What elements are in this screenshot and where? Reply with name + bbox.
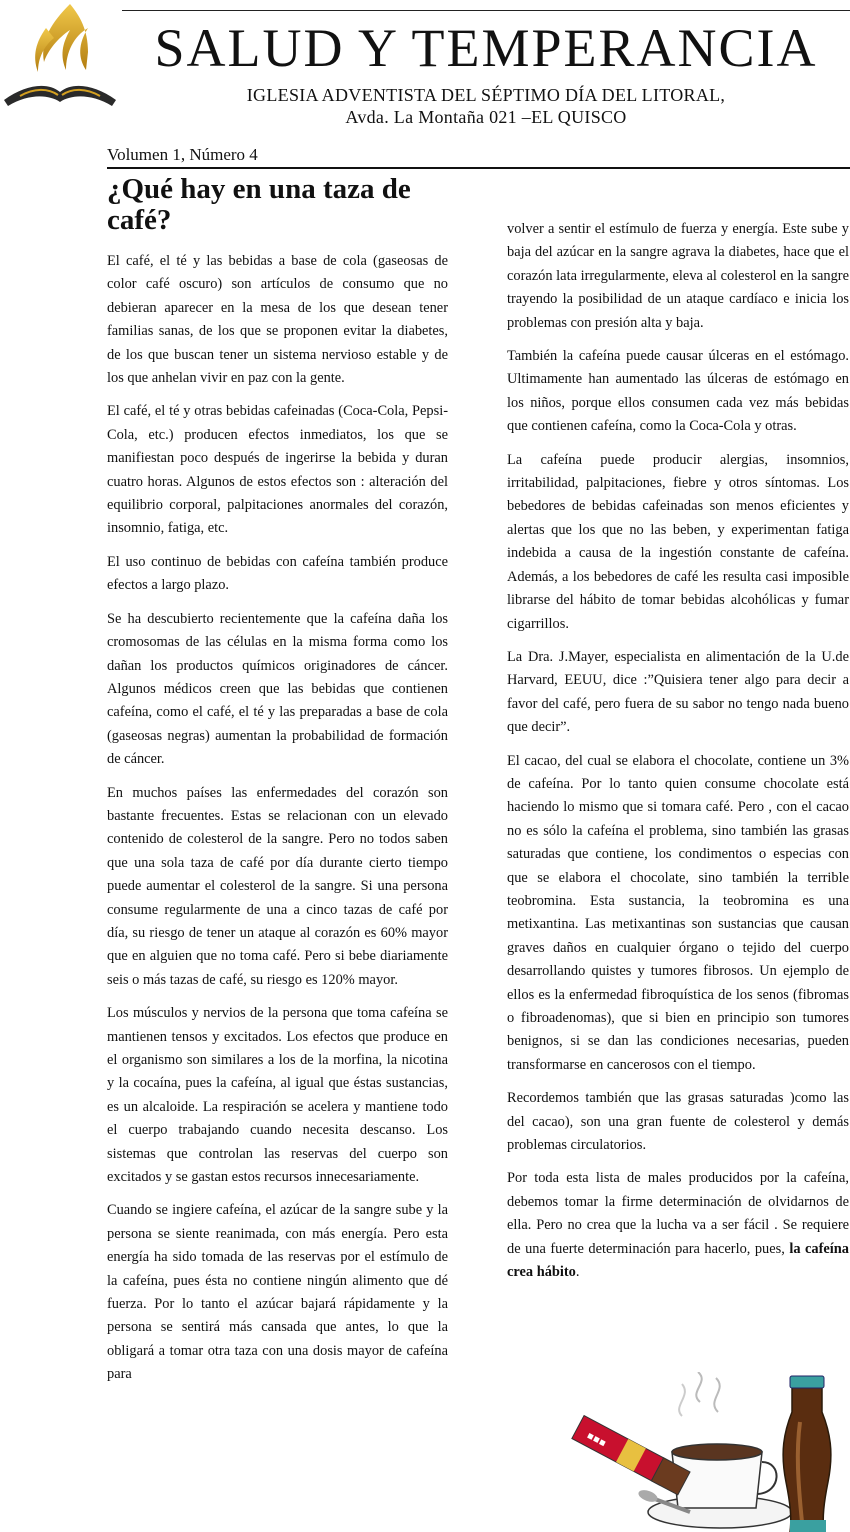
closing-bold-text: la cafeína crea hábito bbox=[507, 1240, 849, 1281]
volume-rule bbox=[107, 167, 850, 169]
article-paragraph: El cacao, del cual se elabora el chocolate, contiene un 3% de cafeína. Por lo tanto quien consume chocolate está haciendo lo mismo que si tomara café. Pero , con el cacao no es sólo la cafeína el problema, sino también las grasas saturadas que contiene, los condimentos o especias con que se elabora el chocolate, sino también la terrible teobromina. Esta sustancia, la teobromina es una metixantina. Las metixantinas son sustancias que causan graves daños en cualquier órgano o tejido del cuerpo desarrollando quistes y tumores fibrosos. Un ejemplo de ellos es la enfermedad fibroquística de los senos (fibromas o fibroadenomas), que si bien en principio son tumores benignos, si se dan las condiciones necesarias, pueden transformarse en cancerosos con el tiempo. bbox=[507, 752, 849, 1073]
issue-volume: Volumen 1, Número 4 bbox=[107, 145, 258, 164]
closing-end: . bbox=[575, 1264, 580, 1281]
masthead-subtitle bbox=[122, 84, 850, 128]
church-logo-icon bbox=[0, 0, 118, 112]
article-paragraph: Recordemos también que las grasas saturadas )como las del cacao), son una gran fuente de colesterol y demás problemas circulatorios. bbox=[507, 1090, 849, 1154]
article-paragraph: Se ha descubierto recientemente que la cafeína daña los cromosomas de las células en la misma forma como los dañan los productos químicos originadores de cáncer. Algunos médicos creen que las bebidas que contienen cafeína, como el café, el té y las preparadas a base de cola (gaseosas negras) aumentan la probabilidad de formación de cáncer. bbox=[107, 610, 448, 768]
masthead-top-rule bbox=[122, 10, 850, 11]
coffee-chocolate-cola-illustration bbox=[560, 1372, 850, 1532]
masthead-subtitle-line1: IGLESIA ADVENTISTA DEL SÉPTIMO DÍA DEL LITORAL, bbox=[246, 85, 726, 105]
svg-text:▪▪▪: ▪▪▪ bbox=[584, 1430, 608, 1450]
article-paragraph: La cafeína puede producir alergias, insomnios, irritabilidad, palpitaciones, fiebre y otros síntomas. Los bebedores de bebidas cafeinadas son menos eficientes y alertas que los que no las beben, y experimentan fatiga indebida a causa de la ingestión constante de cafeína. Además, a los bebedores de café les resulta casi imposible librarse del hábito de tomar bebidas alcohólicas y fumar cigarrillos. bbox=[507, 451, 849, 632]
article-column-left bbox=[107, 250, 448, 1397]
article-paragraph: Cuando se ingiere cafeína, el azúcar de la sangre sube y la persona se siente reanimada, con más energía. Pero esta energía ha sido tomada de las reservas por el estímulo de la cafeína, pues ésta no contiene ningún alimento que dé fuerza. Por lo tanto el azúcar bajará rápidamente y la persona se sentirá más cansada que antes, lo que la obligará a tomar otra taza con una dosis mayor de cafeína para bbox=[107, 1202, 448, 1383]
article-paragraph: También la cafeína puede causar úlceras en el estómago. Ultimamente han aumentado las úlceras de estómago en los niños, porque ellos consumen cada vez más bebidas que contienen cafeína, como la Coca-Cola y otras. bbox=[507, 348, 849, 435]
masthead-subtitle-line2: Avda. La Montaña 021 –EL QUISCO bbox=[345, 107, 627, 127]
article-paragraph: El café, el té y las bebidas a base de cola (gaseosas de color café oscuro) son artículos de consumo que no debieran aparecer en la mesa de los que desean tener familias sanas, de los que se proponen evitar la diabetes, de los que buscan tener un sistema nervioso estable y de los que anhelan vivir en paz con la gente. bbox=[107, 253, 448, 387]
article-paragraph: El café, el té y otras bebidas cafeinadas (Coca-Cola, Pepsi-Cola, etc.) producen efectos inmediatos, los que se manifiestan poco después de ingerirse la bebida y duran cuatro horas. Algunos de estos efectos son : alteración del equilibrio corporal, palpitaciones anormales del corazón, insomnio, fatiga, etc. bbox=[107, 403, 448, 537]
article-paragraph: volver a sentir el estímulo de fuerza y energía. Este sube y baja del azúcar en la sangre agrava la diabetes, hace que el corazón lata irregularmente, eleva al colesterol en la sangre trayendo la posibilidad de un ataque cardíaco e inicia los problemas con presión alta y baja. bbox=[507, 221, 849, 331]
closing-text: Por toda esta lista de males producidos por la cafeína, debemos tomar la firme determinación de olvidarnos de ella. Pero no crea que la lucha va a ser fácil . Se requiere de una fuerte determinación para hacerlo, pues, bbox=[507, 1170, 849, 1257]
article-paragraph: En muchos países las enfermedades del corazón son bastante frecuentes. Estas se relacionan con un elevado contenido de colesterol de la sangre. Pero no todos saben que una sola taza de café por día durante cierto tiempo puede aumentar el colesterol de la sangre. Si una persona consume regularmente de una a cinco tazas de café por día, su riesgo de tener un ataque al corazón es 60% mayor que en alguien que no toma café. Pero si bebe diariamente seis o más tazas de café, su riesgo es 120% mayor. bbox=[107, 784, 448, 988]
article-column-right bbox=[507, 218, 849, 1294]
masthead-title: SALUD Y TEMPERANCIA bbox=[154, 18, 818, 78]
article-paragraph: La Dra. J.Mayer, especialista en alimentación de la U.de Harvard, EEUU, dice :”Quisiera tener algo para decir a favor del café, pero fuera de su sabor no tengo nada bueno que decir”. bbox=[507, 648, 849, 736]
article-paragraph: El uso continuo de bebidas con cafeína también produce efectos a largo plazo. bbox=[107, 553, 448, 594]
article-closing-paragraph bbox=[507, 1167, 849, 1284]
article-paragraph: Los músculos y nervios de la persona que toma cafeína se mantienen tensos y excitados. Los efectos que produce en el organismo son similares a los de la morfina, la nicotina y la cocaína, pues la cafeína, al igual que éstas sustancias, es un alcaloide. La respiración se acelera y mantiene todo el cuerpo trabajando cuando necesita descanso. Los sistemas que controlan las reservas del cuerpo son excitados y se gastan estos recursos innecesariamente. bbox=[107, 1005, 448, 1186]
article-headline: ¿Qué hay en una taza de café? bbox=[107, 173, 411, 236]
